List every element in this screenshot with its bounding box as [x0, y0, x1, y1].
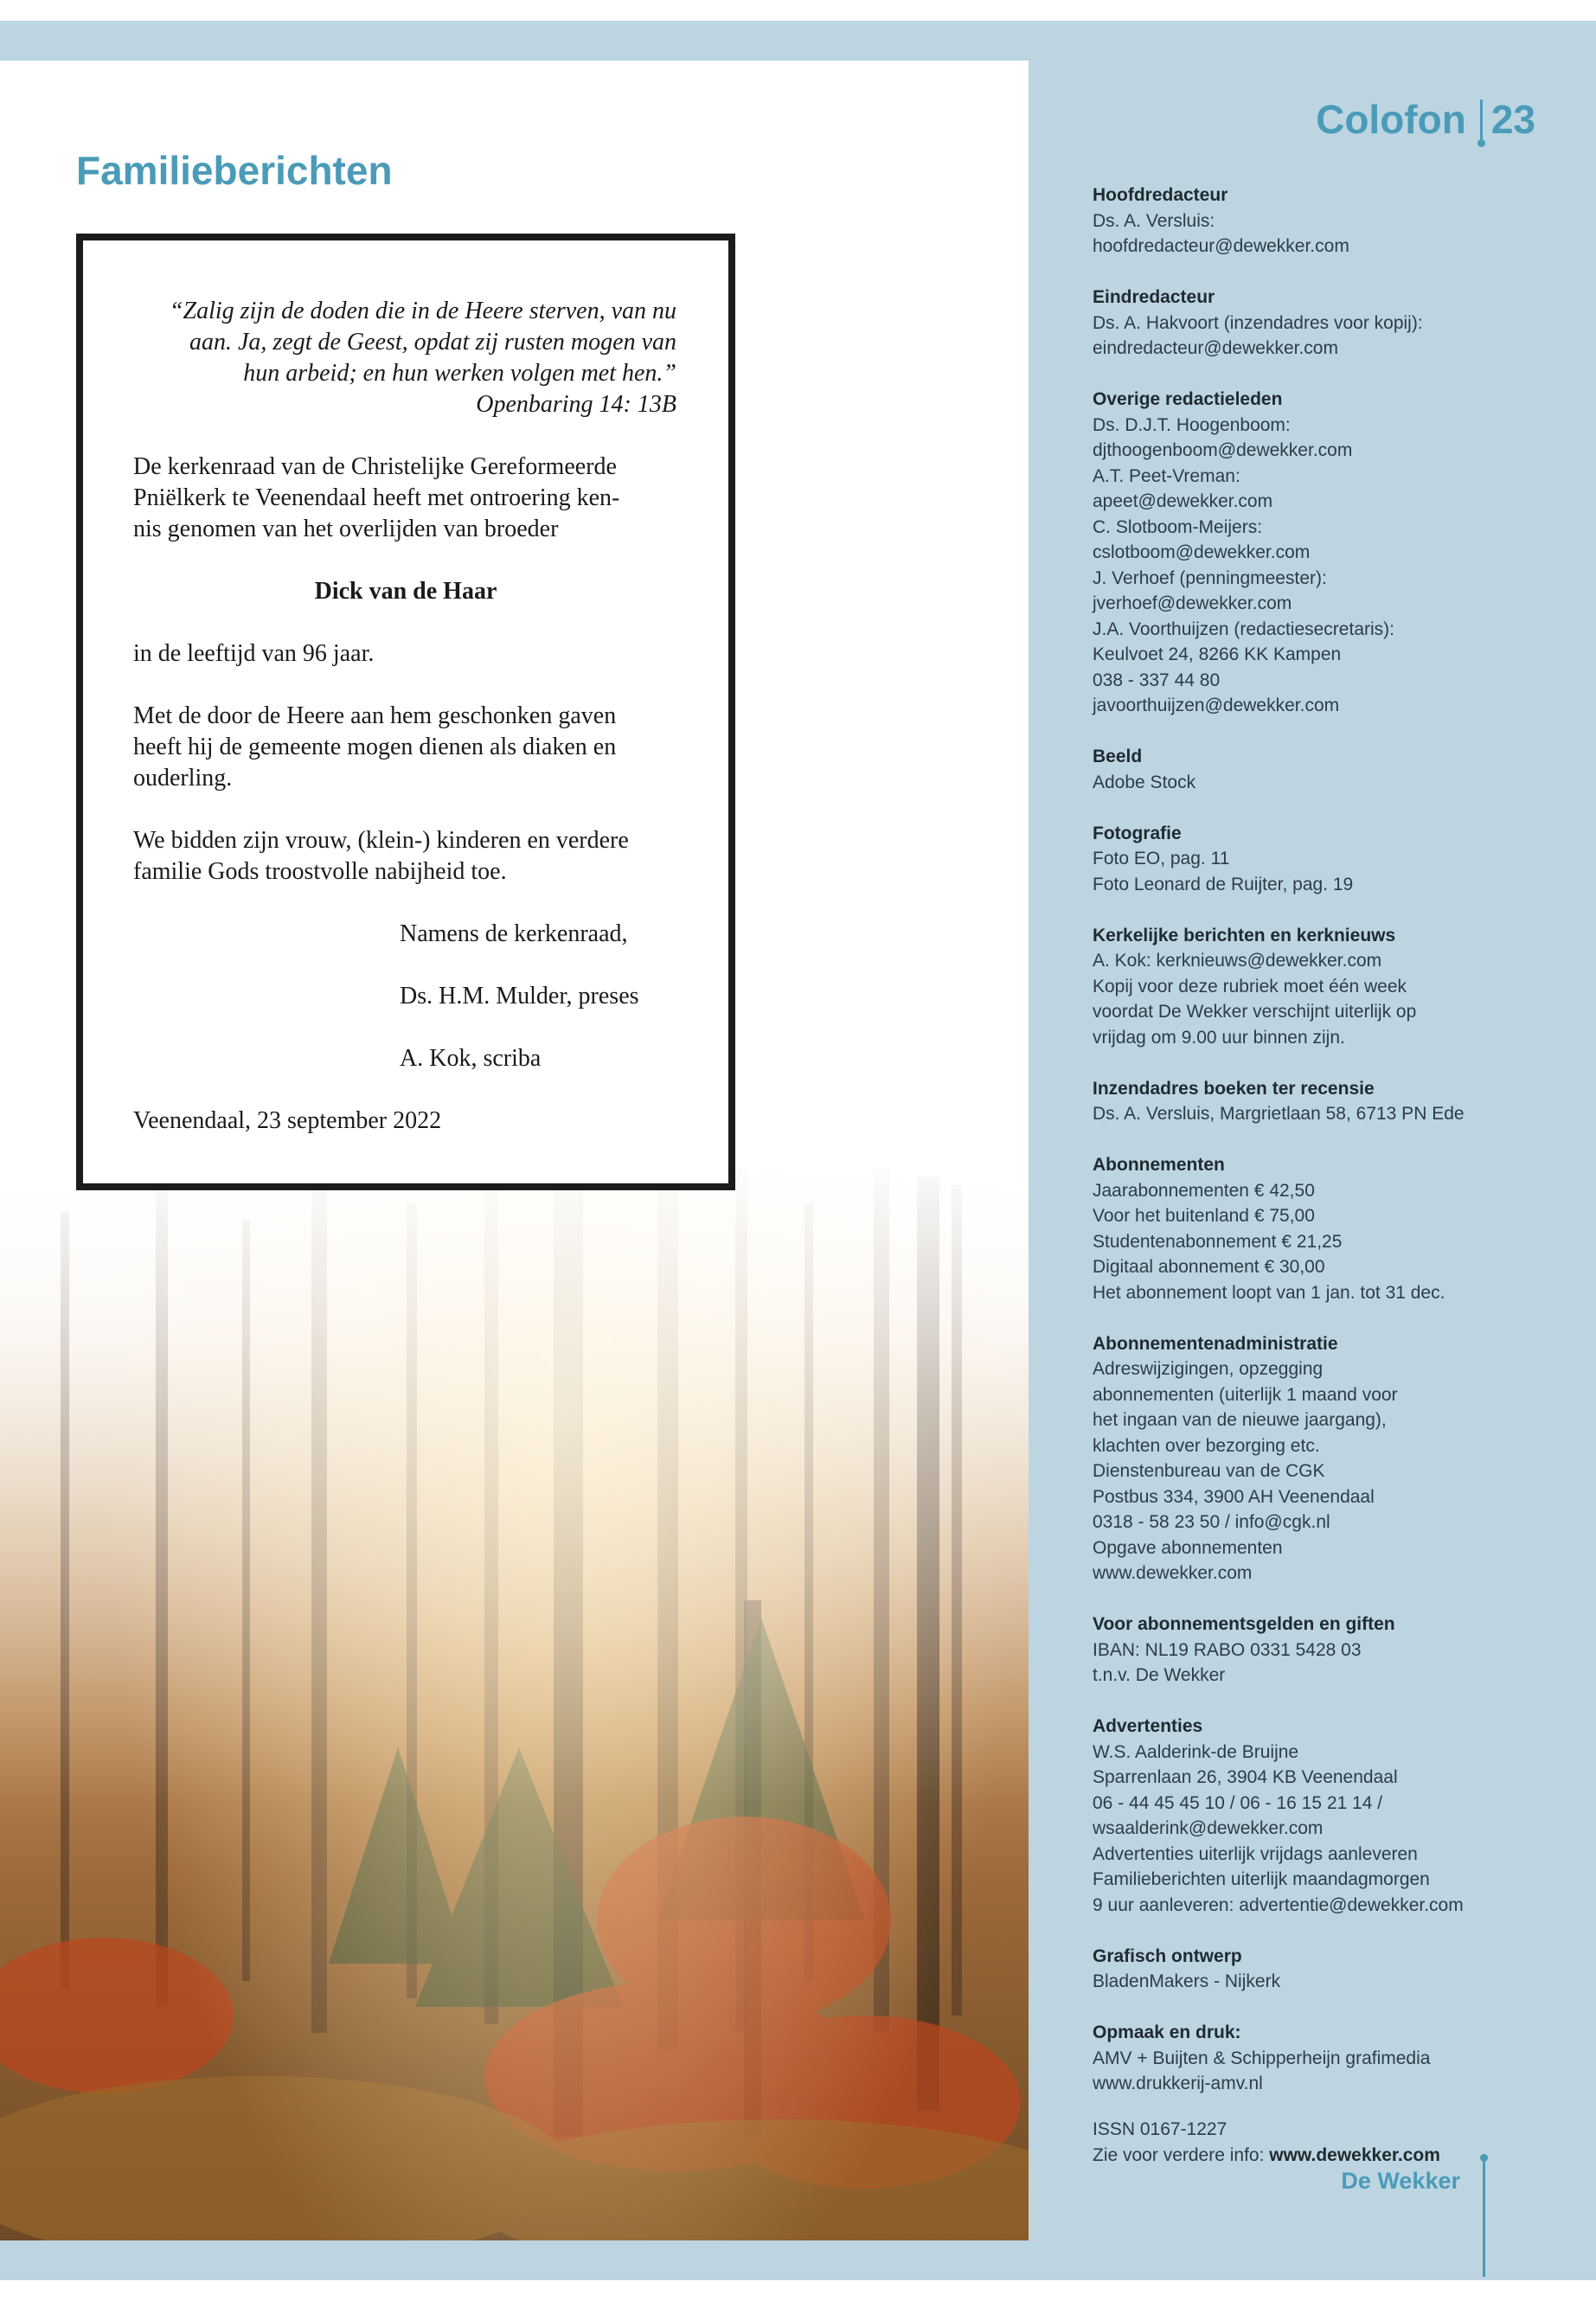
colofon-section [1093, 183, 1490, 260]
family-notices-panel [0, 61, 1029, 2240]
page-number: 23 [1490, 97, 1535, 142]
colofon-list [1093, 183, 1490, 2122]
colofon-line[interactable]: 0318 - 58 23 50 / info@cgk.nl [1093, 1512, 1330, 1532]
colofon-line: Ds. D.J.T. Hoogenboom: [1093, 414, 1291, 435]
colofon-line: C. Slotboom-Meijers: [1093, 516, 1263, 537]
section-title: Familieberichten [76, 148, 393, 193]
colofon-section-heading: Voor abonnementsgelden en giften [1093, 1614, 1395, 1634]
more-info: Zie voor verdere info: www.dewekker.com [1093, 2144, 1440, 2165]
colofon-line: het ingaan van de nieuwe jaargang), [1093, 1410, 1387, 1430]
colofon-line: Ds. A. Hakvoort (inzendadres voor kopij): [1093, 312, 1423, 333]
colofon-section [1093, 821, 1490, 898]
colofon-line: Jaarabonnementen € 42,50 [1093, 1180, 1315, 1201]
colofon-section [1093, 285, 1490, 362]
website-link[interactable]: www.dewekker.com [1269, 2144, 1440, 2165]
colofon-line: t.n.v. De Wekker [1093, 1665, 1226, 1685]
colofon-line[interactable]: hoofdredacteur@dewekker.com [1093, 236, 1349, 256]
colofon-line: Foto EO, pag. 11 [1093, 849, 1230, 868]
colofon-section-heading: Abonnementen [1093, 1155, 1225, 1175]
colofon-line: Keulvoet 24, 8266 KK Kampen [1093, 644, 1342, 664]
colofon-section [1093, 1612, 1490, 1689]
colofon-line: J. Verhoef (penningmeester): [1093, 567, 1327, 588]
colofon-line: BladenMakers - Nijkerk [1093, 1971, 1281, 1991]
colofon-line: voordat De Wekker verschijnt uiterlijk op [1093, 1002, 1417, 1022]
colofon-line: Foto Leonard de Ruijter, pag. 19 [1093, 874, 1354, 894]
colofon-line[interactable]: wsaalderink@dewekker.com [1093, 1818, 1324, 1838]
colofon-line[interactable]: jverhoef@dewekker.com [1093, 593, 1292, 613]
colofon-line: 038 - 337 44 80 [1093, 670, 1221, 690]
heading-divider [1480, 99, 1483, 139]
scripture-reference: Openbaring 14: 13B [476, 391, 676, 418]
colofon-line: W.S. Aalderink-de Bruijne [1093, 1741, 1299, 1762]
colofon-line: klachten over bezorging etc. [1093, 1435, 1320, 1456]
colofon-section-heading: Kerkelijke berichten en kerknieuws [1093, 925, 1396, 945]
deceased-name: Dick van de Haar [314, 578, 497, 605]
deceased-age: in de leeftijd van 96 jaar. [133, 640, 375, 667]
colofon-section [1093, 1152, 1490, 1305]
colofon-section [1093, 1076, 1490, 1127]
notice-date: Veenendaal, 23 september 2022 [133, 1107, 442, 1134]
colofon-footer [1093, 2117, 1499, 2168]
colofon-section [1093, 744, 1490, 795]
signature-preses: Ds. H.M. Mulder, preses [400, 983, 639, 1009]
colofon-line: Adobe Stock [1093, 772, 1196, 792]
colofon-line: Adreswijzigingen, opzegging [1093, 1359, 1324, 1379]
colofon-line[interactable]: 9 uur aanleveren: advertentie@dewekker.com [1093, 1894, 1464, 1915]
colofon-section-heading: Grafisch ontwerp [1093, 1945, 1242, 1966]
colofon-line: Voor het buitenland € 75,00 [1093, 1206, 1315, 1226]
colofon-line: IBAN: NL19 RABO 0331 5428 03 [1093, 1639, 1362, 1660]
notice-prayer: We bidden zijn vrouw, (klein-) kinderen en verdere familie Gods troostvolle nabijheid toe. [133, 827, 629, 885]
colofon-line: abonnementen (uiterlijk 1 maand voor [1093, 1384, 1398, 1405]
colofon-line: Advertenties uiterlijk vrijdags aanleveren [1093, 1843, 1418, 1864]
colofon-section-heading: Overige redactieleden [1093, 389, 1283, 409]
colofon-line: Familieberichten uiterlijk maandagmorgen [1093, 1869, 1430, 1889]
colofon-section [1093, 2020, 1490, 2097]
signature-scriba: A. Kok, scriba [400, 1045, 542, 1072]
colofon-section-heading: Hoofdredacteur [1093, 185, 1228, 205]
colofon-line[interactable]: www.drukkerij-amv.nl [1093, 2073, 1263, 2093]
colofon-line[interactable]: www.dewekker.com [1093, 1563, 1253, 1583]
colofon-section-heading: Advertenties [1093, 1716, 1203, 1736]
colofon-section-heading: Inzendadres boeken ter recensie [1093, 1078, 1375, 1099]
colofon-section [1093, 1714, 1490, 1918]
issn: ISSN 0167-1227 [1093, 2119, 1227, 2139]
colofon-line: Digitaal abonnement € 30,00 [1093, 1257, 1325, 1277]
colofon-section-heading: Fotografie [1093, 823, 1182, 843]
colofon-line: Opgave abonnementen [1093, 1537, 1283, 1558]
colofon-line: AMV + Buijten & Schipperheijn grafimedia [1093, 2048, 1431, 2068]
colofon-line: 06 - 44 45 45 10 / 06 - 16 15 21 14 / [1093, 1792, 1383, 1813]
colofon-line: Ds. A. Versluis: [1093, 210, 1215, 231]
colofon-section [1093, 1944, 1490, 1995]
footer-divider [1483, 2159, 1485, 2277]
colofon-section [1093, 387, 1490, 719]
top-margin [0, 0, 1596, 21]
notice-intro: De kerkenraad van de Christelijke Gereformeerde Pniëlkerk te Veenendaal heeft met ontroering ken- nis genomen van het overlijden van broeder [133, 453, 620, 542]
notice-service: Met de door de Heere aan hem geschonken gaven heeft hij de gemeente mogen dienen als diaken en ouderling. [133, 702, 617, 792]
colofon-line: Dienstenbureau van de CGK [1093, 1461, 1325, 1481]
colofon-line: Het abonnement loopt van 1 jan. tot 31 dec. [1093, 1282, 1445, 1303]
colofon-line[interactable]: apeet@dewekker.com [1093, 491, 1273, 511]
colofon-line[interactable]: eindredacteur@dewekker.com [1093, 338, 1338, 358]
colofon-line[interactable]: djthoogenboom@dewekker.com [1093, 440, 1353, 460]
colofon-section-heading: Opmaak en druk: [1093, 2022, 1241, 2042]
signature-on-behalf: Namens de kerkenraad, [400, 920, 628, 947]
colofon-section [1093, 1331, 1490, 1586]
colofon-section-heading: Eindredacteur [1093, 287, 1215, 307]
colofon-line: J.A. Voorthuijzen (redactiesecretaris): [1093, 619, 1394, 639]
colofon-section-heading: Abonnementenadministratie [1093, 1333, 1338, 1354]
obituary-notice [76, 234, 735, 1190]
publication-name: De Wekker [1341, 2168, 1460, 2194]
colofon-line[interactable]: javoorthuijzen@dewekker.com [1093, 695, 1340, 715]
colofon-section-heading: Beeld [1093, 747, 1143, 766]
colofon-line: Sparrenlaan 26, 3904 KB Veenendaal [1093, 1767, 1398, 1787]
colofon-line[interactable]: A. Kok: kerknieuws@dewekker.com [1093, 951, 1382, 971]
colofon-title: Colofon [1316, 97, 1466, 142]
colofon-section [1093, 923, 1490, 1051]
scripture-quote: “Zalig zijn de doden die in de Heere sterven, van nu aan. Ja, zegt de Geest, opdat zij rusten mogen van hun arbeid; en hun werken volgen met hen.” Openbaring 14: 13B [169, 298, 676, 418]
colofon-line: vrijdag om 9.00 uur binnen zijn. [1093, 1027, 1345, 1048]
colofon-heading [1316, 95, 1535, 144]
bottom-margin [0, 2280, 1596, 2301]
colofon-line[interactable]: cslotboom@dewekker.com [1093, 542, 1311, 562]
colofon-line: A.T. Peet-Vreman: [1093, 465, 1240, 486]
colofon-line: Postbus 334, 3900 AH Veenendaal [1093, 1486, 1375, 1507]
colofon-line: Studentenabonnement € 21,25 [1093, 1231, 1343, 1252]
colofon-line: Ds. A. Versluis, Margrietlaan 58, 6713 PN Ede [1093, 1104, 1465, 1124]
colofon-line: Kopij voor deze rubriek moet één week [1093, 976, 1407, 997]
